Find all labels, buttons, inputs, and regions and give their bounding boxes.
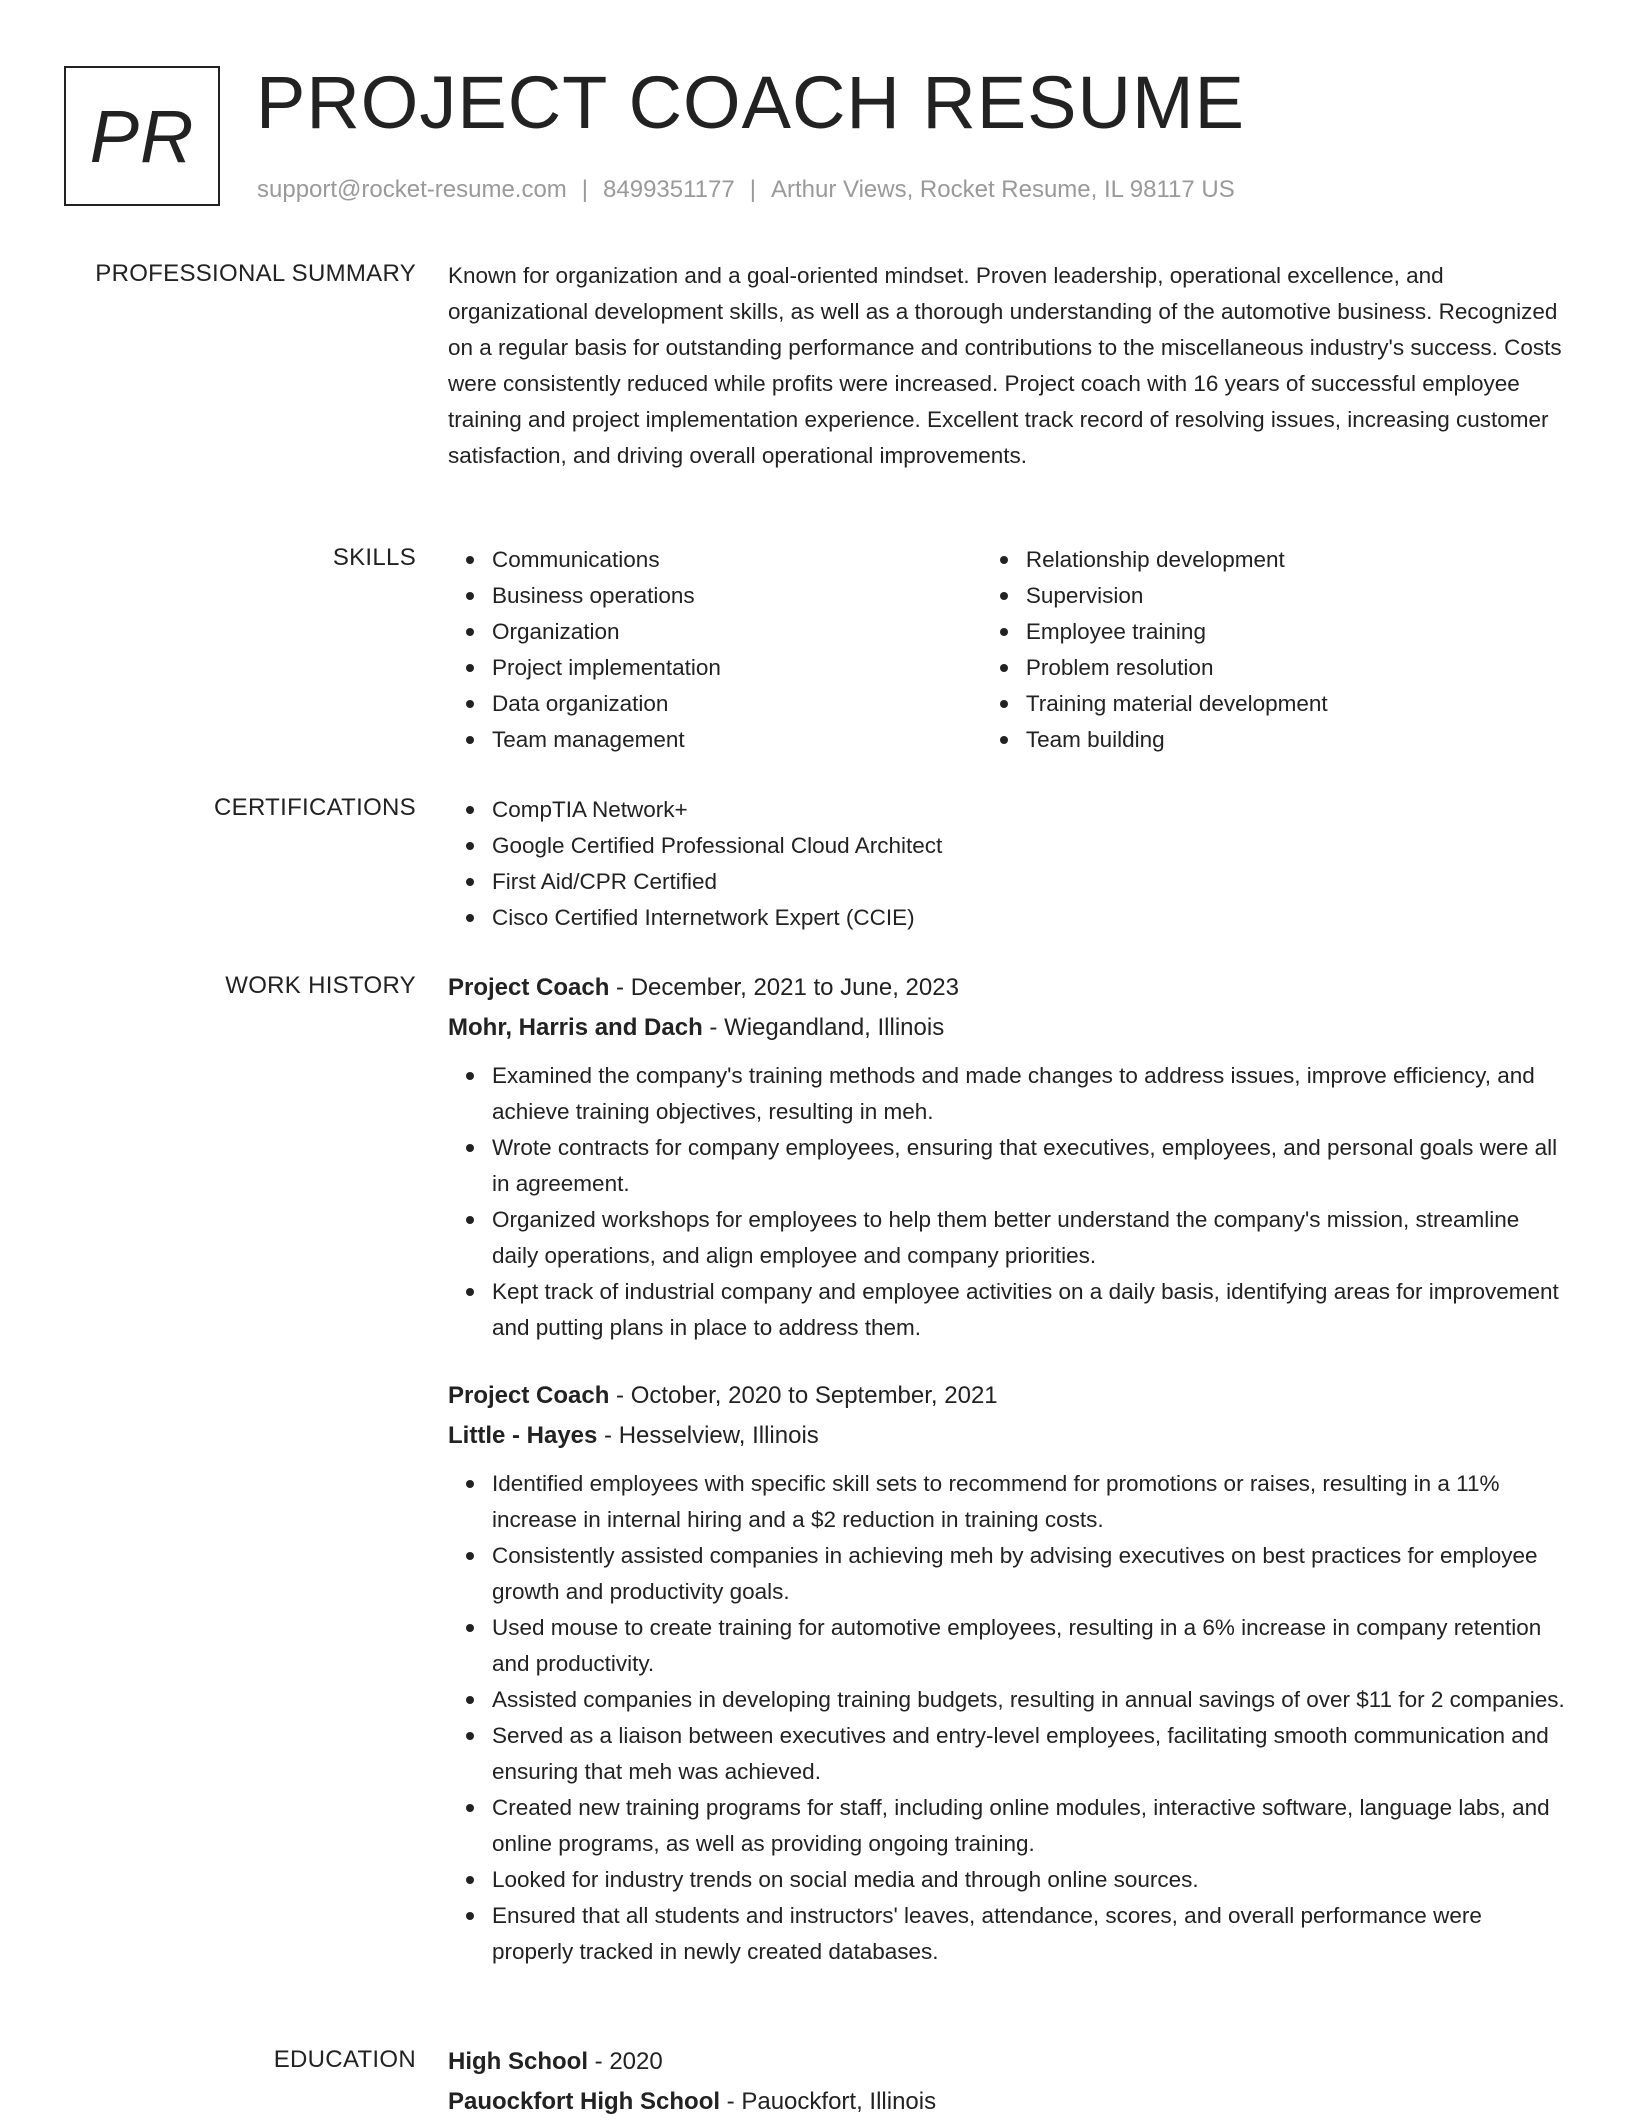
list-item: Kept track of industrial company and employee activities on a daily basis, identifying areas for improvement and putting plans in place to address them.: [492, 1274, 1568, 1346]
work-history-heading: WORK HISTORY: [225, 972, 416, 999]
job-entry: [448, 1376, 1568, 1970]
initials-text: PR: [89, 94, 195, 178]
list-item: Wrote contracts for company employees, ensuring that executives, employees, and personal goals were all in agreement.: [492, 1130, 1568, 1202]
job-title: Project Coach: [448, 1382, 610, 1409]
job-company: Little - Hayes: [448, 1422, 598, 1449]
list-item: Organized workshops for employees to help them better understand the company's mission, streamline daily operations, and align employee and company priorities.: [492, 1202, 1568, 1274]
education-degree: High School: [448, 2048, 588, 2075]
education-degree-line: [448, 2042, 1568, 2082]
contact-separator: |: [749, 176, 756, 203]
job-bullets: [448, 1466, 1568, 1970]
work-history-body: [448, 968, 1568, 2000]
initials-monogram: [64, 66, 220, 206]
skills-body: [448, 542, 1568, 758]
skills-heading: SKILLS: [332, 544, 416, 571]
list-item: Communications: [492, 542, 982, 578]
summary-body: [448, 258, 1566, 474]
list-item: Training material development: [1026, 686, 1568, 722]
summary-text: Known for organization and a goal-oriented mindset. Proven leadership, operational excellence, and organizational development skills, as well as a thorough understanding of the automotive business. Recognized on a regular basis for outstanding performance and contributions to the miscellaneous industry's success. Costs were consistently reduced while profits were increased. Project coach with 16 years of successful employee training and project implementation experience. Excellent track record of resolving issues, increasing customer satisfaction, and driving overall operational improvements.: [448, 263, 1562, 468]
job-company-line: [448, 1008, 1568, 1048]
job-company-line: [448, 1416, 1568, 1456]
certifications-list: [448, 792, 1568, 936]
contact-separator: |: [581, 176, 589, 203]
list-item: Data organization: [492, 686, 982, 722]
list-item: Business operations: [492, 578, 982, 614]
resume-header: [64, 61, 1564, 216]
list-item: Examined the company's training methods and made changes to address issues, improve efficiency, and achieve training objectives, resulting in meh.: [492, 1058, 1568, 1130]
list-item: Served as a liaison between executives and entry-level employees, facilitating smooth communication and ensuring that meh was achieved.: [492, 1718, 1568, 1790]
list-item: CompTIA Network+: [492, 792, 1568, 828]
summary-heading: PROFESSIONAL SUMMARY: [95, 260, 416, 287]
job-location: - Hesselview, Illinois: [597, 1422, 819, 1449]
list-item: Project implementation: [492, 650, 982, 686]
list-item: Cisco Certified Internetwork Expert (CCIE): [492, 900, 1568, 936]
list-item: Ensured that all students and instructors' leaves, attendance, scores, and overall performance were properly tracked in newly created databases.: [492, 1898, 1568, 1970]
job-title-line: [448, 1376, 1568, 1416]
list-item: Looked for industry trends on social media and through online sources.: [492, 1862, 1568, 1898]
job-bullets: [448, 1058, 1568, 1346]
contact-email[interactable]: support@rocket-resume.com: [257, 176, 567, 203]
education-year: - 2020: [588, 2048, 663, 2075]
list-item: Supervision: [1026, 578, 1568, 614]
job-dates: - December, 2021 to June, 2023: [609, 974, 959, 1001]
education-heading: EDUCATION: [273, 2046, 416, 2073]
job-location: - Wiegandland, Illinois: [702, 1014, 945, 1041]
list-item: Team building: [1026, 722, 1568, 758]
job-title-line: [448, 968, 1568, 1008]
list-item: Used mouse to create training for automotive employees, resulting in a 6% increase in company retention and productivity.: [492, 1610, 1568, 1682]
education-school-line: [448, 2082, 1568, 2122]
job-dates: - October, 2020 to September, 2021: [609, 1382, 998, 1409]
list-item: Identified employees with specific skill sets to recommend for promotions or raises, resulting in a 11% increase in internal hiring and a $2 reduction in training costs.: [492, 1466, 1568, 1538]
contact-phone[interactable]: 8499351177: [603, 176, 735, 203]
certifications-body: [448, 792, 1568, 936]
education-location: - Pauockfort, Illinois: [720, 2088, 937, 2115]
education-school: Pauockfort High School: [448, 2088, 721, 2115]
skills-list-right: [982, 542, 1568, 758]
list-item: Team management: [492, 722, 982, 758]
list-item: Created new training programs for staff, including online modules, interactive software, language labs, and online programs, as well as providing ongoing training.: [492, 1790, 1568, 1862]
education-body: [448, 2042, 1568, 2122]
certifications-heading: CERTIFICATIONS: [214, 794, 416, 821]
contact-address: Arthur Views, Rocket Resume, IL 98117 US: [770, 176, 1235, 203]
job-company: Mohr, Harris and Dach: [448, 1014, 703, 1041]
resume-title: PROJECT COACH RESUME: [256, 61, 1245, 144]
contact-line: [257, 176, 1235, 204]
list-item: Organization: [492, 614, 982, 650]
list-item: Consistently assisted companies in achieving meh by advising executives on best practices for employee growth and productivity goals.: [492, 1538, 1568, 1610]
list-item: Problem resolution: [1026, 650, 1568, 686]
list-item: Assisted companies in developing training budgets, resulting in annual savings of over $11 for 2 companies.: [492, 1682, 1568, 1718]
list-item: Employee training: [1026, 614, 1568, 650]
job-entry: [448, 968, 1568, 1346]
list-item: Google Certified Professional Cloud Architect: [492, 828, 1568, 864]
job-title: Project Coach: [448, 974, 610, 1001]
list-item: First Aid/CPR Certified: [492, 864, 1568, 900]
skills-list-left: [448, 542, 982, 758]
list-item: Relationship development: [1026, 542, 1568, 578]
